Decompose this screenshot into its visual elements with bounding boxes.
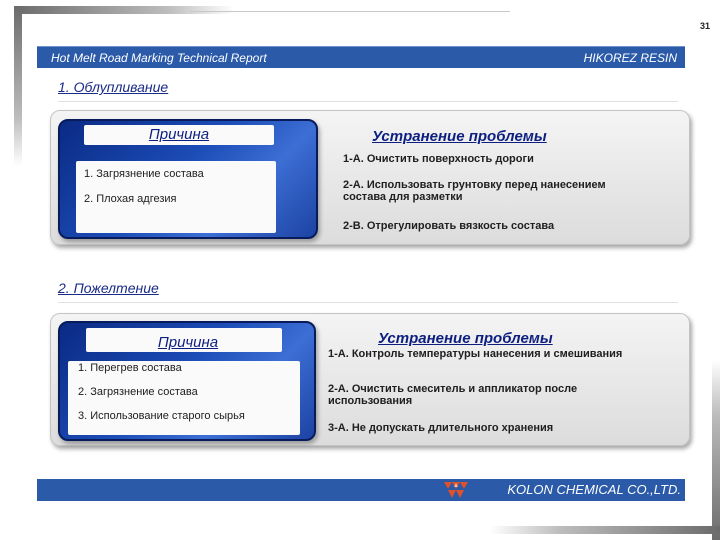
frame-decoration-left [14,6,22,166]
section-2-fix-item: 1-А. Контроль температуры нанесения и смешивания [328,348,623,360]
section-2-cause-item: 3. Использование старого сырья [78,410,245,422]
report-title: Hot Melt Road Marking Technical Report [51,51,267,65]
section-2-fix-item: 3-А. Не допускать длительного хранения [328,422,554,434]
section-2-fix-heading: Устранение проблемы [378,330,553,347]
section-title-1: 1. Облупливание [58,79,169,95]
frame-decoration-line [190,11,510,12]
section-2-cause-item: 1. Перегрев состава [78,362,182,374]
kolon-logo-icon [443,481,469,499]
frame-decoration-bottom [490,526,720,534]
section-rule-1 [58,101,678,102]
section-2-cause-item: 2. Загрязнение состава [78,386,198,398]
section-1-cause-item: 2. Плохая адгезия [84,193,177,205]
section-1-fix-item: 2-В. Отрегулировать вязкость состава [343,220,555,232]
section-1-fix-item: 2-А. Использовать грунтовку перед нанесением состава для разметки [343,179,606,203]
section-2-fix-item: 2-А. Очистить смеситель и аппликатор после использования [328,383,578,407]
company-name: KOLON CHEMICAL CO.,LTD. [507,482,681,497]
section-1-cause-item: 1. Загрязнение состава [84,168,204,180]
section-2-cause-heading: Причина [157,334,219,351]
page-number: 31 [699,21,710,31]
section-1-fix-heading: Устранение проблемы [372,128,547,145]
section-title-2: 2. Пожелтение [58,280,159,296]
brand-name: HIKOREZ RESIN [583,51,677,65]
footer-bar [37,479,685,501]
header-bar [37,46,685,68]
frame-decoration-right [712,360,720,540]
section-1-fix-item: 1-А. Очистить поверхность дороги [343,153,534,165]
section-1-cause-heading: Причина [148,126,210,143]
frame-decoration-top [14,6,234,14]
section-rule-2 [58,302,678,303]
